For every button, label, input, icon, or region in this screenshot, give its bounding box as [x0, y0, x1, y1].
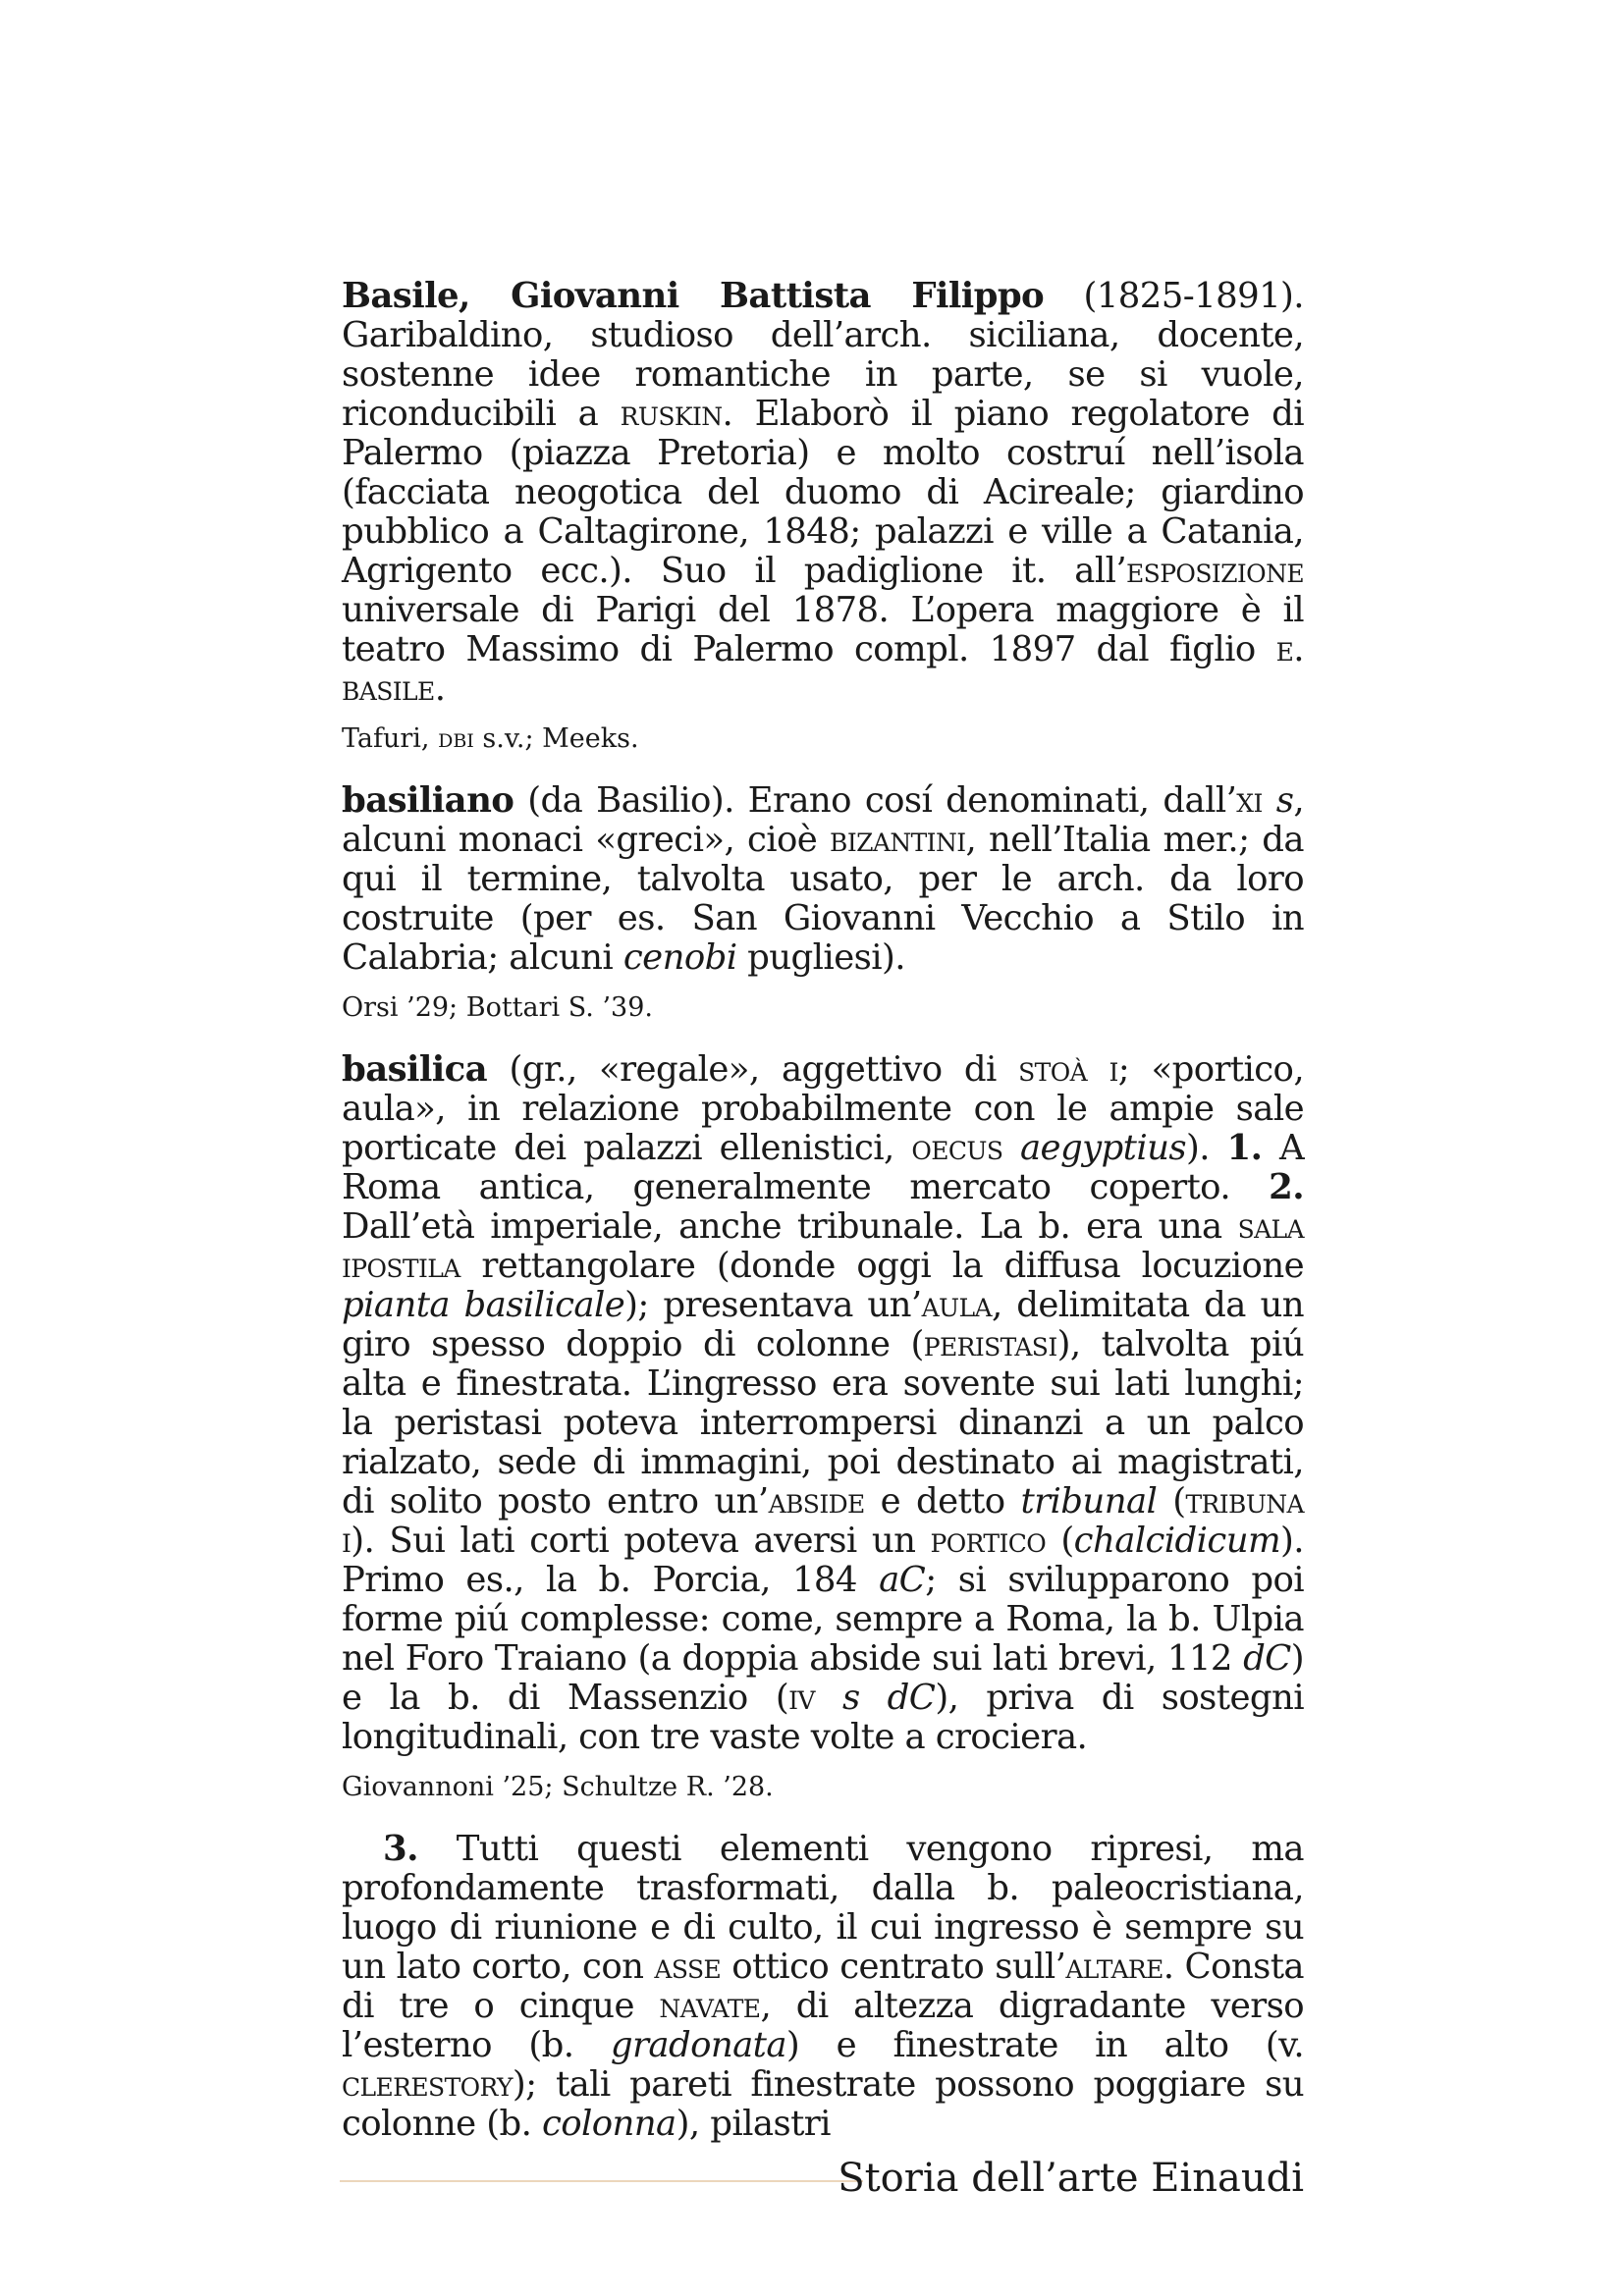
cross-reference: clerestory [342, 2064, 513, 2105]
page-footer [340, 2157, 1304, 2200]
cross-reference: aula [921, 1285, 992, 1325]
cross-reference: portico [930, 1521, 1047, 1561]
section-number: 2. [1269, 1167, 1304, 1207]
cross-reference: abside [768, 1481, 865, 1522]
cross-reference: xi [1236, 780, 1263, 821]
cross-reference: bizantini [830, 820, 966, 860]
cross-reference: stoà i [1018, 1049, 1118, 1090]
footer-title: Storia dell’arte Einaudi [838, 2156, 1304, 2201]
cross-reference: asse [654, 1947, 722, 1987]
entry-headword: basilica [342, 1049, 488, 1090]
cross-reference: e. basile [342, 629, 1304, 709]
cross-reference: sala ipostila [342, 1206, 1304, 1286]
entry-headword: basiliano [342, 780, 514, 821]
footer-rule [340, 2180, 863, 2182]
page-body [342, 277, 1304, 2144]
cross-reference: peristasi [923, 1324, 1057, 1364]
cross-reference: iv [788, 1678, 815, 1718]
entry-basiliano: basiliano (da Basilio). Erano cosí denominati, dall’xi s, alcuni monaci «greci», cioè bizantini, nell’Italia mer.; da qui il termine, talvolta usato, per le arch. da loro costruite (per es. San Giovanni Vecchio a Stilo in Calabria; alcuni cenobi pugliesi). [342, 780, 1304, 978]
entry-basilica-section-3: 3. Tutti questi elementi vengono ripresi, ma profondamente trasformati, dalla b. paleocristiana, luogo di riunione e di culto, il cui ingresso è sempre su un lato corto, con asse ottico centrato sull’altare. Consta di tre o cinque navate, di altezza digradante verso l’esterno (b. gradonata) e finestrate in alto (v. clerestory); tali pareti finestrate possono poggiare su colonne (b. colonna), pilastri [342, 1829, 1304, 2144]
entry-basilica: basilica (gr., «regale», aggettivo di stoà i; «portico, aula», in relazione probabilmente con le ampie sale porticate dei palazzi ellenistici, oecus aegyptius). 1. A Roma antica, generalmente mercato coperto. 2. Dall’età imperiale, anche tribunale. La b. era una sala ipostila rettangolare (donde oggi la diffusa locuzione pianta basilicale); presentava un’aula, delimitata da un giro spesso doppio di colonne (peristasi), talvolta piú alta e finestrata. L’ingresso era sovente sui lati lunghi; la peristasi poteva interrompersi dinanzi a un palco rialzato, sede di immagini, poi destinato ai magistrati, di solito posto entro un’abside e detto tribunal (tribuna i). Sui lati corti poteva aversi un portico (chalcidicum). Primo es., la b. Porcia, 184 aC; si svilupparono poi forme piú complesse: come, sempre a Roma, la b. Ulpia nel Foro Traiano (a doppia abside sui lati brevi, 112 dC) e la b. di Massenzio (iv s dC), priva di sostegni longitudinali, con tre vaste volte a crociera. [342, 1049, 1305, 1757]
cross-reference: tribuna i [342, 1481, 1305, 1561]
entry-headword: Basile, Giovanni Battista Filippo [342, 276, 1045, 316]
bibliography-basilica: Giovannoni ’25; Schultze R. ’28. [342, 1772, 774, 1802]
bibliography-basile: Tafuri, dbi s.v.; Meeks. [342, 723, 639, 754]
section-number: 3. [383, 1829, 418, 1869]
bibliography-basiliano: Orsi ’29; Bottari S. ’39. [342, 992, 653, 1023]
entry-basile: Basile, Giovanni Battista Filippo (1825-1891). Garibaldino, studioso dell’arch. siciliana, docente, sostenne idee romantiche in parte, se si vuole, riconducibili a ruskin. Elaborò il piano regolatore di Palermo (piazza Pretoria) e molto costruí nell’isola (facciata neogotica del duomo di Acireale; giardino pubblico a Caltagirone, 1848; palazzi e ville a Catania, Agrigento ecc.). Suo il padiglione it. all’esposizione universale di Parigi del 1878. L’opera maggiore è il teatro Massimo di Palermo compl. 1897 dal figlio e. basile. [342, 276, 1305, 709]
cross-reference: esposizione [1126, 551, 1304, 591]
cross-reference: altare [1065, 1947, 1163, 1987]
cross-reference: ruskin [620, 394, 723, 434]
cross-reference: navate [659, 1986, 761, 2026]
section-number: 1. [1226, 1128, 1263, 1168]
cross-reference: oecus [911, 1128, 1003, 1168]
